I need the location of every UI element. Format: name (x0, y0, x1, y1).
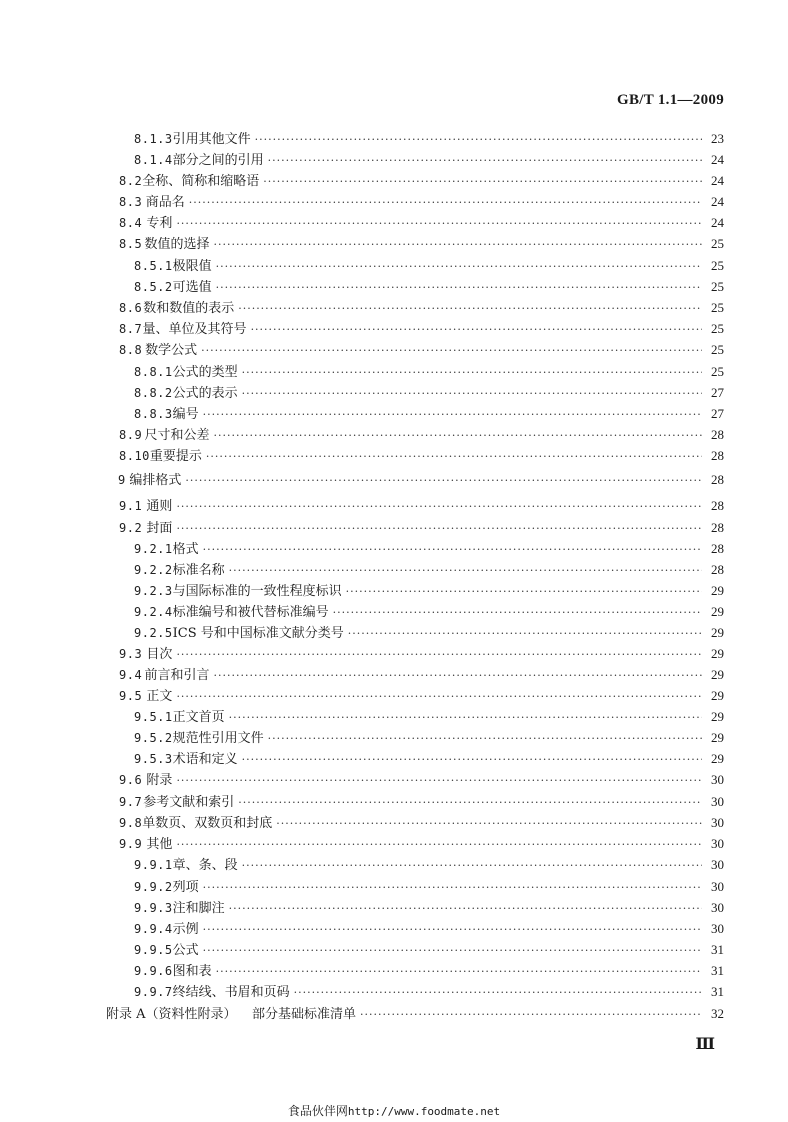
toc-entry (119, 495, 724, 515)
toc-entry (118, 469, 724, 489)
toc-entry-page: 30 (711, 772, 724, 787)
toc-entry (119, 769, 724, 789)
dot-leader (255, 133, 702, 146)
toc-entry-number: 9.2.3 (134, 584, 173, 598)
toc-entry-number: 9 (118, 473, 126, 487)
toc-entry-number: 8.8.1 (134, 365, 173, 379)
toc-entry-number: 9.5.2 (134, 731, 173, 745)
toc-entry-title: 全称、简称和缩略语 (142, 174, 260, 189)
dot-leader (176, 500, 702, 513)
dot-leader (203, 944, 702, 957)
toc-entry-number: 9.4 (119, 668, 143, 682)
toc-entry-title: 章、条、段 (172, 858, 238, 873)
toc-entry (119, 191, 724, 211)
toc-entry-title: 极限值 (172, 259, 212, 274)
toc-entry-title: 标准名称 (172, 563, 225, 578)
toc-entry-number: 9.9.1 (134, 858, 173, 872)
toc-entry-number: 9.2.4 (134, 605, 173, 619)
toc-entry-number: 9.9.2 (134, 880, 173, 894)
toc-entry (119, 791, 724, 811)
dot-leader (176, 838, 702, 851)
toc-entry-page: 28 (711, 520, 724, 535)
toc-entry (119, 424, 724, 444)
toc-entry (134, 276, 724, 296)
toc-entry-page: 25 (711, 364, 724, 379)
toc-entry (134, 918, 724, 938)
toc-entry-title: 参考文献和索引 (143, 795, 235, 810)
toc-entry-title: 重要提示 (149, 449, 202, 464)
toc-entry-page: 25 (711, 258, 724, 273)
toc-entry-title: 术语和定义 (172, 752, 238, 767)
toc-entry-number: 9.3 (119, 647, 143, 661)
toc-entry-page: 30 (711, 921, 724, 936)
toc-entry-number: 8.5.2 (134, 280, 173, 294)
toc-entry-number: 9.9.6 (134, 964, 173, 978)
toc-entry-page: 30 (711, 794, 724, 809)
dot-leader (360, 1008, 702, 1021)
toc-entry-number: 9.5 (119, 689, 143, 703)
toc-entry-page: 30 (711, 879, 724, 894)
toc-entry-page: 32 (711, 1006, 724, 1021)
toc-entry-title: 数值的选择 (144, 237, 210, 252)
dot-leader (206, 450, 702, 463)
toc-entry-title: 编排格式 (129, 473, 182, 488)
toc-entry (119, 643, 724, 663)
dot-leader (216, 965, 702, 978)
dot-leader (176, 648, 702, 661)
dot-leader (216, 260, 702, 273)
dot-leader (203, 881, 702, 894)
toc-entry-title: 图和表 (172, 964, 212, 979)
dot-leader (203, 408, 702, 421)
toc-entry (119, 685, 724, 705)
toc-entry-number: 9.9.5 (134, 943, 173, 957)
toc-entry-number: 9.1 (119, 499, 143, 513)
toc-entry-page: 23 (711, 131, 724, 146)
dot-leader (346, 585, 702, 598)
dot-leader (229, 711, 702, 724)
toc-entry-title: 数学公式 (145, 343, 198, 358)
toc-entry (134, 706, 724, 726)
toc-entry-number: 8.8 (119, 343, 143, 357)
toc-entry-title: 公式的表示 (172, 386, 238, 401)
toc-entry-title: 其他 (146, 837, 173, 852)
toc-entry-title: 公式的类型 (172, 365, 238, 380)
toc-entry-title: 部分基础标准清单 (252, 1007, 357, 1022)
footer-url: http://www.foodmate.net (347, 1105, 501, 1118)
toc-entry-title: 通则 (146, 499, 173, 514)
toc-entry-number: 9.9.4 (134, 922, 173, 936)
toc-entry-page: 25 (711, 236, 724, 251)
toc-entry-title: 量、单位及其符号 (142, 322, 247, 337)
dot-leader (216, 281, 702, 294)
dot-leader (242, 366, 702, 379)
toc-entry-number: 9.2.1 (134, 542, 173, 556)
dot-leader (251, 323, 702, 336)
dot-leader (229, 564, 702, 577)
toc-entry-title: 列项 (172, 880, 199, 895)
dot-leader (214, 669, 703, 682)
toc-entry-page: 29 (711, 583, 724, 598)
dot-leader (214, 429, 703, 442)
dot-leader (276, 817, 702, 830)
toc-entry-page: 24 (711, 152, 724, 167)
toc-entry-page: 28 (711, 472, 724, 487)
toc-entry-page: 29 (711, 625, 724, 640)
toc-entry-title: 前言和引言 (144, 668, 210, 683)
toc-entry-page: 29 (711, 688, 724, 703)
dot-leader (268, 154, 702, 167)
toc-entry-title: 正文 (146, 689, 173, 704)
toc-entry-page: 27 (711, 385, 724, 400)
toc-entry-title: ICS 号和中国标准文献分类号 (172, 626, 344, 641)
toc-entry (134, 876, 724, 896)
toc-entry (134, 403, 724, 423)
toc-entry-page: 31 (711, 984, 724, 999)
toc-entry (134, 538, 724, 558)
toc-entry-number: 9.5.1 (134, 710, 173, 724)
toc-entry-number: 8.1.4 (134, 153, 173, 167)
document-code-header: GB/T 1.1—2009 (617, 92, 724, 108)
dot-leader (242, 859, 702, 872)
dot-leader (176, 217, 702, 230)
toc-entry-page: 28 (711, 541, 724, 556)
toc-entry-number: 9.2.2 (134, 563, 173, 577)
toc-entry-number: 9.6 (119, 773, 143, 787)
dot-leader (201, 344, 702, 357)
dot-leader (268, 732, 702, 745)
toc-entry-title: 正文首页 (172, 710, 225, 725)
toc-entry (119, 170, 724, 190)
toc-entry (119, 445, 724, 465)
toc-entry-number: 8.10 (119, 449, 150, 463)
toc-entry-number: 9.2 (119, 521, 143, 535)
toc-entry (134, 580, 724, 600)
toc-entry-page: 25 (711, 342, 724, 357)
footer-site-name: 食品伙伴网 (287, 1104, 348, 1118)
toc-entry-page: 24 (711, 173, 724, 188)
toc-entry-number: 8.5 (119, 237, 143, 251)
toc-entry (119, 212, 724, 232)
toc-entry-page: 24 (711, 194, 724, 209)
dot-leader (185, 474, 702, 487)
dot-leader (294, 986, 702, 999)
toc-entry-page: 29 (711, 604, 724, 619)
toc-entry (119, 812, 724, 832)
toc-entry (134, 149, 724, 169)
toc-entry-title: 示例 (172, 922, 199, 937)
toc-entry-number: 9.9.3 (134, 901, 173, 915)
dot-leader (348, 627, 702, 640)
toc-entry-number: 8.2 (119, 174, 143, 188)
toc-entry (119, 833, 724, 853)
toc-entry-title: 商品名 (145, 195, 185, 210)
toc-entry (119, 339, 724, 359)
toc-entry-page: 27 (711, 406, 724, 421)
toc-entry-page: 31 (711, 963, 724, 978)
dot-leader (263, 175, 702, 188)
toc-entry-title: 注和脚注 (172, 901, 225, 916)
toc-entry (134, 361, 724, 381)
toc-entry-title: 公式 (172, 943, 199, 958)
toc-entry (134, 981, 724, 1001)
toc-entry-number: 9.5.3 (134, 752, 173, 766)
dot-leader (176, 774, 702, 787)
toc-entry-page: 31 (711, 942, 724, 957)
toc-entry (134, 727, 724, 747)
toc-entry-page: 30 (711, 857, 724, 872)
toc-entry-page: 30 (711, 836, 724, 851)
toc-entry-page: 28 (711, 427, 724, 442)
dot-leader (229, 902, 702, 915)
toc-entry (119, 233, 724, 253)
dot-leader (214, 238, 703, 251)
toc-entry (119, 318, 724, 338)
toc-entry (134, 748, 724, 768)
toc-entry-title: 专利 (146, 216, 173, 231)
toc-entry-title: 附录 (146, 773, 173, 788)
toc-entry-title: 终结线、书眉和页码 (172, 985, 290, 1000)
toc-entry-page: 25 (711, 321, 724, 336)
toc-entry-number: 9.2.5 (134, 626, 173, 640)
footer-watermark (0, 1102, 788, 1119)
toc-entry-title: 引用其他文件 (172, 132, 251, 147)
dot-leader (189, 196, 702, 209)
toc-entry-page: 29 (711, 667, 724, 682)
dot-leader (242, 753, 702, 766)
toc-entry-title: 标准编号和被代替标准编号 (172, 605, 329, 620)
toc-entry (119, 297, 724, 317)
toc-entry-page: 29 (711, 730, 724, 745)
toc-entry-page: 28 (711, 498, 724, 513)
toc-entry-page: 24 (711, 215, 724, 230)
dot-leader (203, 543, 702, 556)
toc-entry-number: 8.6 (119, 301, 143, 315)
toc-entry-page: 25 (711, 300, 724, 315)
toc-entry-title: 格式 (172, 542, 199, 557)
toc-entry-title: 数和数值的表示 (143, 301, 235, 316)
dot-leader (238, 302, 702, 315)
toc-entry-number: 8.1.3 (134, 132, 173, 146)
toc-entry-page: 30 (711, 815, 724, 830)
toc-entry-page: 29 (711, 751, 724, 766)
toc-entry (134, 255, 724, 275)
toc-entry-page: 28 (711, 448, 724, 463)
toc-entry (134, 559, 724, 579)
toc-entry-number: 9.9.7 (134, 985, 173, 999)
toc-entry (106, 1003, 724, 1023)
dot-leader (333, 606, 702, 619)
toc-entry-number: 8.8.3 (134, 407, 173, 421)
toc-entry-title: 尺寸和公差 (144, 428, 210, 443)
toc-entry-number: 8.9 (119, 428, 143, 442)
toc-entry-title: 编号 (172, 407, 199, 422)
dot-leader (242, 387, 702, 400)
dot-leader (176, 522, 702, 535)
toc-entry (134, 854, 724, 874)
toc-entry-number: 8.7 (119, 322, 143, 336)
toc-entry-number: 附录 A（资料性附录） (106, 1007, 237, 1022)
page-number: Ⅲ (695, 1036, 714, 1053)
toc-entry (134, 960, 724, 980)
toc-entry-number: 9.8 (119, 816, 143, 830)
toc-entry-page: 25 (711, 279, 724, 294)
toc-entry-number: 8.4 (119, 216, 143, 230)
toc-entry-title: 目次 (146, 647, 173, 662)
toc-entry-number: 8.5.1 (134, 259, 173, 273)
toc-entry-page: 29 (711, 709, 724, 724)
toc-entry-page: 30 (711, 900, 724, 915)
toc-entry (134, 622, 724, 642)
toc-entry (134, 897, 724, 917)
toc-entry-title: 规范性引用文件 (172, 731, 264, 746)
toc-entry-number: 9.7 (119, 795, 143, 809)
dot-leader (238, 796, 702, 809)
toc-entry (119, 664, 724, 684)
toc-entry (119, 517, 724, 537)
toc-entry-page: 28 (711, 562, 724, 577)
toc-entry-title: 与国际标准的一致性程度标识 (172, 584, 342, 599)
toc-entry-number: 8.3 (119, 195, 143, 209)
toc-entry-title: 单数页、双数页和封底 (142, 816, 273, 831)
dot-leader (203, 923, 702, 936)
toc-entry (134, 939, 724, 959)
toc-entry (134, 382, 724, 402)
toc-entry-title: 可选值 (172, 280, 212, 295)
toc-entry-number: 9.9 (119, 837, 143, 851)
toc-entry (134, 128, 724, 148)
toc-entry-number: 8.8.2 (134, 386, 173, 400)
toc-entry (134, 601, 724, 621)
toc-entry-title: 部分之间的引用 (172, 153, 264, 168)
dot-leader (176, 690, 702, 703)
toc-entry-title: 封面 (146, 521, 173, 536)
toc-entry-page: 29 (711, 646, 724, 661)
